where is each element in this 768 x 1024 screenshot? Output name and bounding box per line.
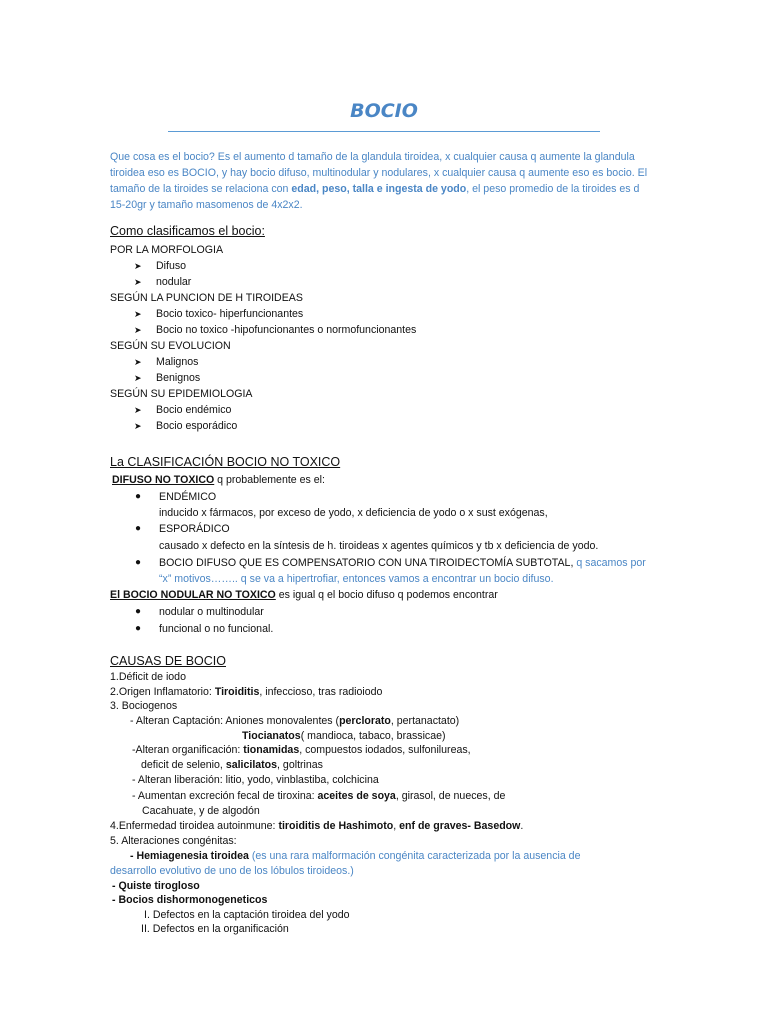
tiocianatos-bold: Tiocianatos xyxy=(242,730,301,742)
hemiagenesia-desc-cont: desarrollo evolutivo de uno de los lóbulos tiroideos.) xyxy=(110,865,354,877)
item-funcional: funcional o no funcional. xyxy=(159,623,274,635)
bullet-dot-icon: ● xyxy=(135,623,142,634)
causa-2-bold: Tiroiditis xyxy=(214,686,260,698)
causa-4-label: 4.Enfermedad tiroidea autoinmune: xyxy=(110,820,279,832)
item-nodular-multinodular: nodular o multinodular xyxy=(159,606,264,618)
item-endemico: Bocio endémico xyxy=(156,404,232,416)
causa-1: 1.Déficit de iodo xyxy=(110,671,186,683)
difuso-no-toxico-rest: q probablemente es el: xyxy=(214,474,325,486)
compensatorio-blue-text: q sacamos por xyxy=(573,557,646,569)
category-morfologia: POR LA MORFOLOGIA xyxy=(110,244,224,256)
arrow-bullet-icon: ➤ xyxy=(134,373,142,383)
bocio-nodular-rest: es igual q el bocio difuso q podemos encontrar xyxy=(275,589,498,601)
section-heading-clasificacion: Como clasificamos el bocio: xyxy=(110,224,265,238)
item-compensatorio xyxy=(159,556,646,570)
category-funcion: SEGÚN LA PUNCION DE H TIROIDEAS xyxy=(110,292,303,304)
arrow-bullet-icon: ➤ xyxy=(134,405,142,415)
captacion-label: - Alteran Captación: Aniones monovalentes ( xyxy=(130,715,340,727)
causa-bocios xyxy=(112,893,267,907)
organificacion-bold: tionamidas xyxy=(243,744,300,756)
causa-fecal-cont: Cacahuate, y de algodón xyxy=(142,805,260,817)
causa-liberacion: - Alteran liberación: litio, yodo, vinblastiba, colchicina xyxy=(132,774,379,786)
causa-4 xyxy=(110,819,523,833)
organificacion-cont-bold: salicilatos xyxy=(225,759,278,771)
bullet-dot-icon: ● xyxy=(135,557,142,568)
causa-tiocianatos xyxy=(242,729,446,743)
intro-text-2: , el peso promedio de la tiroides es d 15-20gr y tamaño masomenos de 4x2x2. xyxy=(110,183,640,211)
category-epidemiologia: SEGÚN SU EPIDEMIOLOGIA xyxy=(110,388,253,400)
category-evolucion: SEGÚN SU EVOLUCION xyxy=(110,340,231,352)
item-toxico: Bocio toxico- hiperfuncionantes xyxy=(156,308,304,320)
esporadico-description: causado x defecto en la síntesis de h. tiroideas x agentes químicos y tb x deficiencia de yodo. xyxy=(159,540,599,552)
item-benignos: Benignos xyxy=(156,372,201,384)
causa-2 xyxy=(110,685,382,699)
intro-text-1: Que cosa es el bocio? Es el aumento d tamaño de la glandula tiroidea, x cualquier causa q aumente la glandula tiroidea eso es BOCIO, y hay bocio difuso, multinodular y nodulares, x cualquier causa q aumente eso es bocio. El tamaño de la tiroides se relaciona con xyxy=(110,151,648,195)
arrow-bullet-icon: ➤ xyxy=(134,309,142,319)
organificacion-cont-label: deficit de selenio, xyxy=(141,759,226,771)
arrow-bullet-icon: ➤ xyxy=(134,325,142,335)
fecal-label: - Aumentan excreción fecal de tiroxina: xyxy=(132,790,318,802)
section-heading-causas: CAUSAS DE BOCIO xyxy=(110,654,226,668)
difuso-no-toxico-line xyxy=(112,473,325,487)
causa-quiste xyxy=(112,879,200,893)
hemiagenesia-bold: - Hemiagenesia tiroidea xyxy=(130,850,249,862)
intro-bold: edad, peso, talla e ingesta de yodo xyxy=(291,183,467,195)
causa-5: 5. Alteraciones congénitas: xyxy=(110,835,237,847)
bullet-dot-icon: ● xyxy=(135,523,142,534)
causa-2-rest: , infeccioso, tras radioiodo xyxy=(259,686,383,698)
difuso-no-toxico-label: DIFUSO NO TOXICO xyxy=(112,474,215,486)
tiocianatos-rest: ( mandioca, tabaco, brassicae) xyxy=(300,730,446,742)
arrow-bullet-icon: ➤ xyxy=(134,277,142,287)
causa-4-sep: , xyxy=(393,820,400,832)
bullet-dot-icon: ● xyxy=(135,491,142,502)
hemiagenesia-desc: (es una rara malformación congénita caracterizada por la ausencia de xyxy=(248,850,581,862)
causa-4-bold-1: tiroiditis de Hashimoto xyxy=(278,820,394,832)
item-malignos: Malignos xyxy=(156,356,199,368)
causa-captacion xyxy=(130,714,459,728)
causa-4-bold-2: enf de graves- Basedow xyxy=(399,820,521,832)
fecal-bold: aceites de soya xyxy=(317,790,396,802)
bullet-dot-icon: ● xyxy=(135,606,142,617)
organificacion-label: -Alteran organificación: xyxy=(132,744,244,756)
captacion-rest: , pertanactato) xyxy=(390,715,460,727)
bocios-bold: - Bocios dishormonogeneticos xyxy=(112,894,268,906)
causa-3: 3. Bociogenos xyxy=(110,700,178,712)
causa-2-label: 2.Origen Inflamatorio: xyxy=(110,686,215,698)
quiste-bold: - Quiste tirogloso xyxy=(112,880,200,892)
item-esporadico: Bocio esporádico xyxy=(156,420,238,432)
endemico-description: inducido x fármacos, por exceso de yodo, x deficiencia de yodo o x sust exógenas, xyxy=(159,507,548,519)
causa-4-end: . xyxy=(520,820,524,832)
captacion-bold: perclorato xyxy=(339,715,391,727)
fecal-rest: , girasol, de nueces, de xyxy=(395,790,506,802)
causa-hemiagenesia xyxy=(130,849,580,863)
causa-organificacion-cont xyxy=(141,758,323,772)
arrow-bullet-icon: ➤ xyxy=(134,421,142,431)
compensatorio-continuation: “x” motivos…….. q se va a hipertrofiar, entonces vamos a encontrar un bocio difuso. xyxy=(159,573,554,585)
organificacion-rest: , compuestos iodados, sulfonilureas, xyxy=(299,744,471,756)
bocio-nodular-label: El BOCIO NODULAR NO TOXICO xyxy=(110,589,276,601)
compensatorio-text: BOCIO DIFUSO QUE ES COMPENSATORIO CON UNA TIROIDECTOMÍA SUBTOTAL, xyxy=(159,557,574,569)
arrow-bullet-icon: ➤ xyxy=(134,261,142,271)
intro-paragraph xyxy=(110,149,655,213)
organificacion-cont-rest: , goltrinas xyxy=(277,759,323,771)
item-no-toxico: Bocio no toxico -hipofuncionantes o normofuncionantes xyxy=(156,324,417,336)
defecto-ii: II. Defectos en la organificación xyxy=(141,923,289,935)
item-esporadico-no-toxico: ESPORÁDICO xyxy=(159,523,230,535)
section-heading-no-toxico: La CLASIFICACIÓN BOCIO NO TOXICO xyxy=(110,455,341,469)
causa-organificacion xyxy=(132,743,471,757)
defecto-i: I. Defectos en la captación tiroidea del yodo xyxy=(144,909,350,921)
arrow-bullet-icon: ➤ xyxy=(134,357,142,367)
item-endemico-no-toxico: ENDÉMICO xyxy=(159,491,217,503)
bocio-nodular-line xyxy=(110,588,498,602)
page-title: BOCIO xyxy=(350,100,418,122)
item-nodular: nodular xyxy=(156,276,192,288)
causa-fecal xyxy=(132,789,505,803)
item-difuso: Difuso xyxy=(156,260,187,272)
title-underline xyxy=(168,131,600,132)
